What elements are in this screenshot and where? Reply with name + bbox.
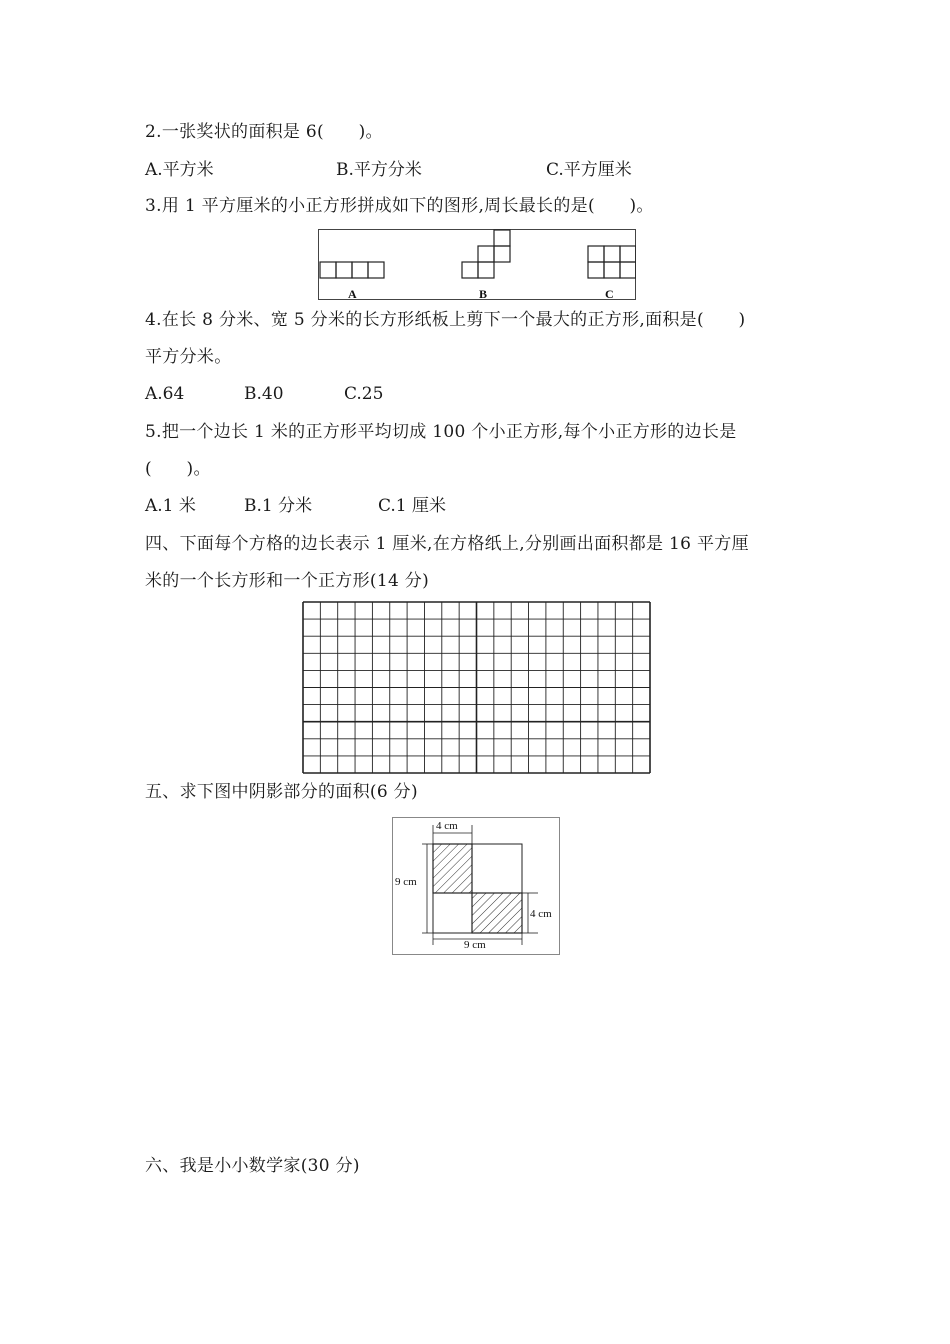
q3-label-a: A xyxy=(348,287,357,301)
q4-option-b: B.40 xyxy=(244,384,284,404)
dim-left: 9 cm xyxy=(395,876,417,888)
q5-option-b: B.1 分米 xyxy=(244,496,313,516)
shaded-area-figure xyxy=(392,817,560,955)
q2-option-b: B.平方分米 xyxy=(336,160,422,180)
shaded-square-top-left xyxy=(433,844,472,893)
q4-option-a: A.64 xyxy=(145,384,185,404)
square-grid-paper xyxy=(302,601,651,774)
q3-label-b: B xyxy=(479,287,488,301)
dim-bottom: 9 cm xyxy=(464,939,486,951)
dim-top: 4 cm xyxy=(436,820,458,832)
q4-text-line2: 平方分米。 xyxy=(145,347,232,367)
q5-option-a: A.1 米 xyxy=(145,496,196,516)
q3-label-c: C xyxy=(605,287,614,301)
q2-option-c: C.平方厘米 xyxy=(546,160,632,180)
q5-text-line1: 5.把一个边长 1 米的正方形平均切成 100 个小正方形,每个小正方形的边长是 xyxy=(145,422,737,442)
q4-option-c: C.25 xyxy=(344,384,384,404)
section4-title-line2: 米的一个长方形和一个正方形(14 分) xyxy=(145,571,429,591)
section5-title: 五、求下图中阴影部分的面积(6 分) xyxy=(145,782,418,802)
q2-option-a: A.平方米 xyxy=(145,160,214,180)
q3-text: 3.用 1 平方厘米的小正方形拼成如下的图形,周长最长的是( )。 xyxy=(145,196,654,216)
dim-right: 4 cm xyxy=(530,908,552,920)
q3-figure xyxy=(318,229,636,301)
shaded-square-bottom-right xyxy=(472,893,522,933)
q5-text-line2: ( )。 xyxy=(145,459,211,479)
section4-title-line1: 四、下面每个方格的边长表示 1 厘米,在方格纸上,分别画出面积都是 16 平方厘 xyxy=(145,534,749,554)
q5-option-c: C.1 厘米 xyxy=(378,496,447,516)
q2-text: 2.一张奖状的面积是 6( )。 xyxy=(145,122,383,142)
q4-text-line1: 4.在长 8 分米、宽 5 分米的长方形纸板上剪下一个最大的正方形,面积是( ) xyxy=(145,310,746,330)
section6-title: 六、我是小小数学家(30 分) xyxy=(145,1156,360,1176)
